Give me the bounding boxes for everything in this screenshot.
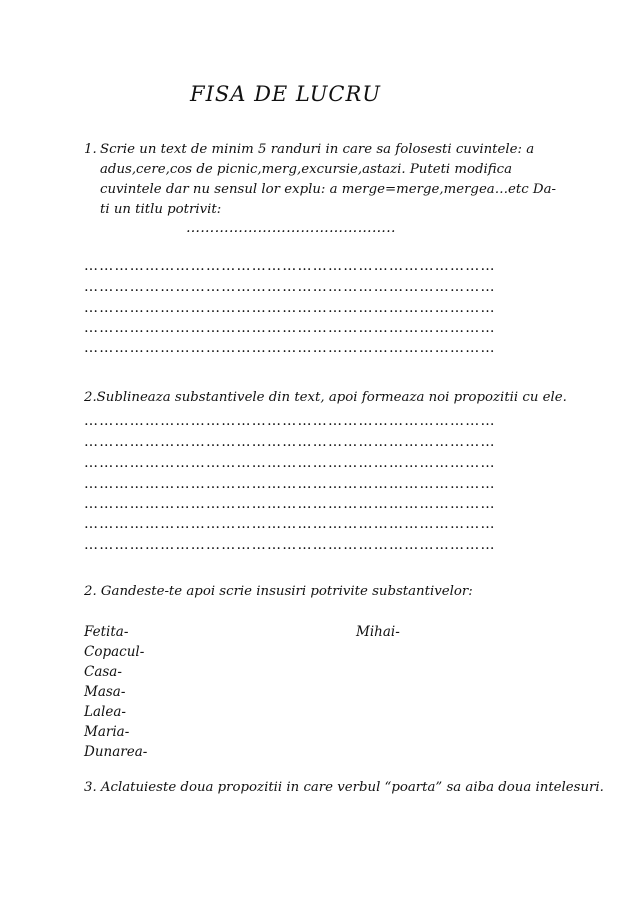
exercise-1-number: 1.	[84, 142, 97, 157]
exercise-1-text: Scrie un text de minim 5 randuri in care sa folosesti cuvintele: a adus,cere,cos de picnic,merg,excursie,astazi. Puteti modifica cuvintele dar nu sensul lor explu: a merge=merge,mergea…etc Da-ti un titlu potrivit:	[100, 142, 557, 217]
answer-line[interactable]: ………………………………………………………………………	[84, 476, 496, 492]
exercise-2-instruction: 2.Sublineaza substantivele din text, apoi formeaza noi propozitii cu ele.	[84, 390, 567, 405]
noun-lalea: Lalea-	[84, 704, 126, 720]
answer-line[interactable]: ………………………………………………………………………	[84, 340, 496, 356]
noun-copacul: Copacul-	[84, 644, 145, 660]
answer-line[interactable]: ………………………………………………………………………	[84, 300, 496, 316]
noun-casa: Casa-	[84, 664, 122, 680]
noun-fetita: Fetita-	[84, 624, 129, 640]
answer-line[interactable]: ………………………………………………………………………	[84, 320, 496, 336]
answer-line[interactable]: ………………………………………………………………………	[84, 537, 496, 553]
answer-line[interactable]: ………………………………………………………………………	[84, 434, 496, 450]
answer-line[interactable]: ………………………………………………………………………	[84, 496, 496, 512]
answer-line[interactable]: ………………………………………………………………………	[84, 279, 496, 295]
noun-dunarea: Dunarea-	[84, 744, 148, 760]
noun-mihai: Mihai-	[356, 624, 400, 640]
noun-masa: Masa-	[84, 684, 126, 700]
answer-line[interactable]: ………………………………………………………………………	[84, 455, 496, 471]
exercise-4-instruction: 3. Aclatuieste doua propozitii in care verbul “poarta” sa aiba doua intelesuri.	[84, 780, 604, 795]
noun-maria: Maria-	[84, 724, 130, 740]
answer-line[interactable]: ………………………………………………………………………	[84, 413, 496, 429]
answer-line[interactable]: ………………………………………………………………………	[84, 516, 496, 532]
title-answer-line[interactable]: ……………………………………..	[186, 220, 396, 236]
exercise-3-instruction: 2. Gandeste-te apoi scrie insusiri potrivite substantivelor:	[84, 584, 473, 599]
answer-line[interactable]: ………………………………………………………………………	[84, 258, 496, 274]
page-title: FISA DE LUCRU	[190, 82, 382, 106]
exercise-1-instruction	[84, 140, 564, 220]
